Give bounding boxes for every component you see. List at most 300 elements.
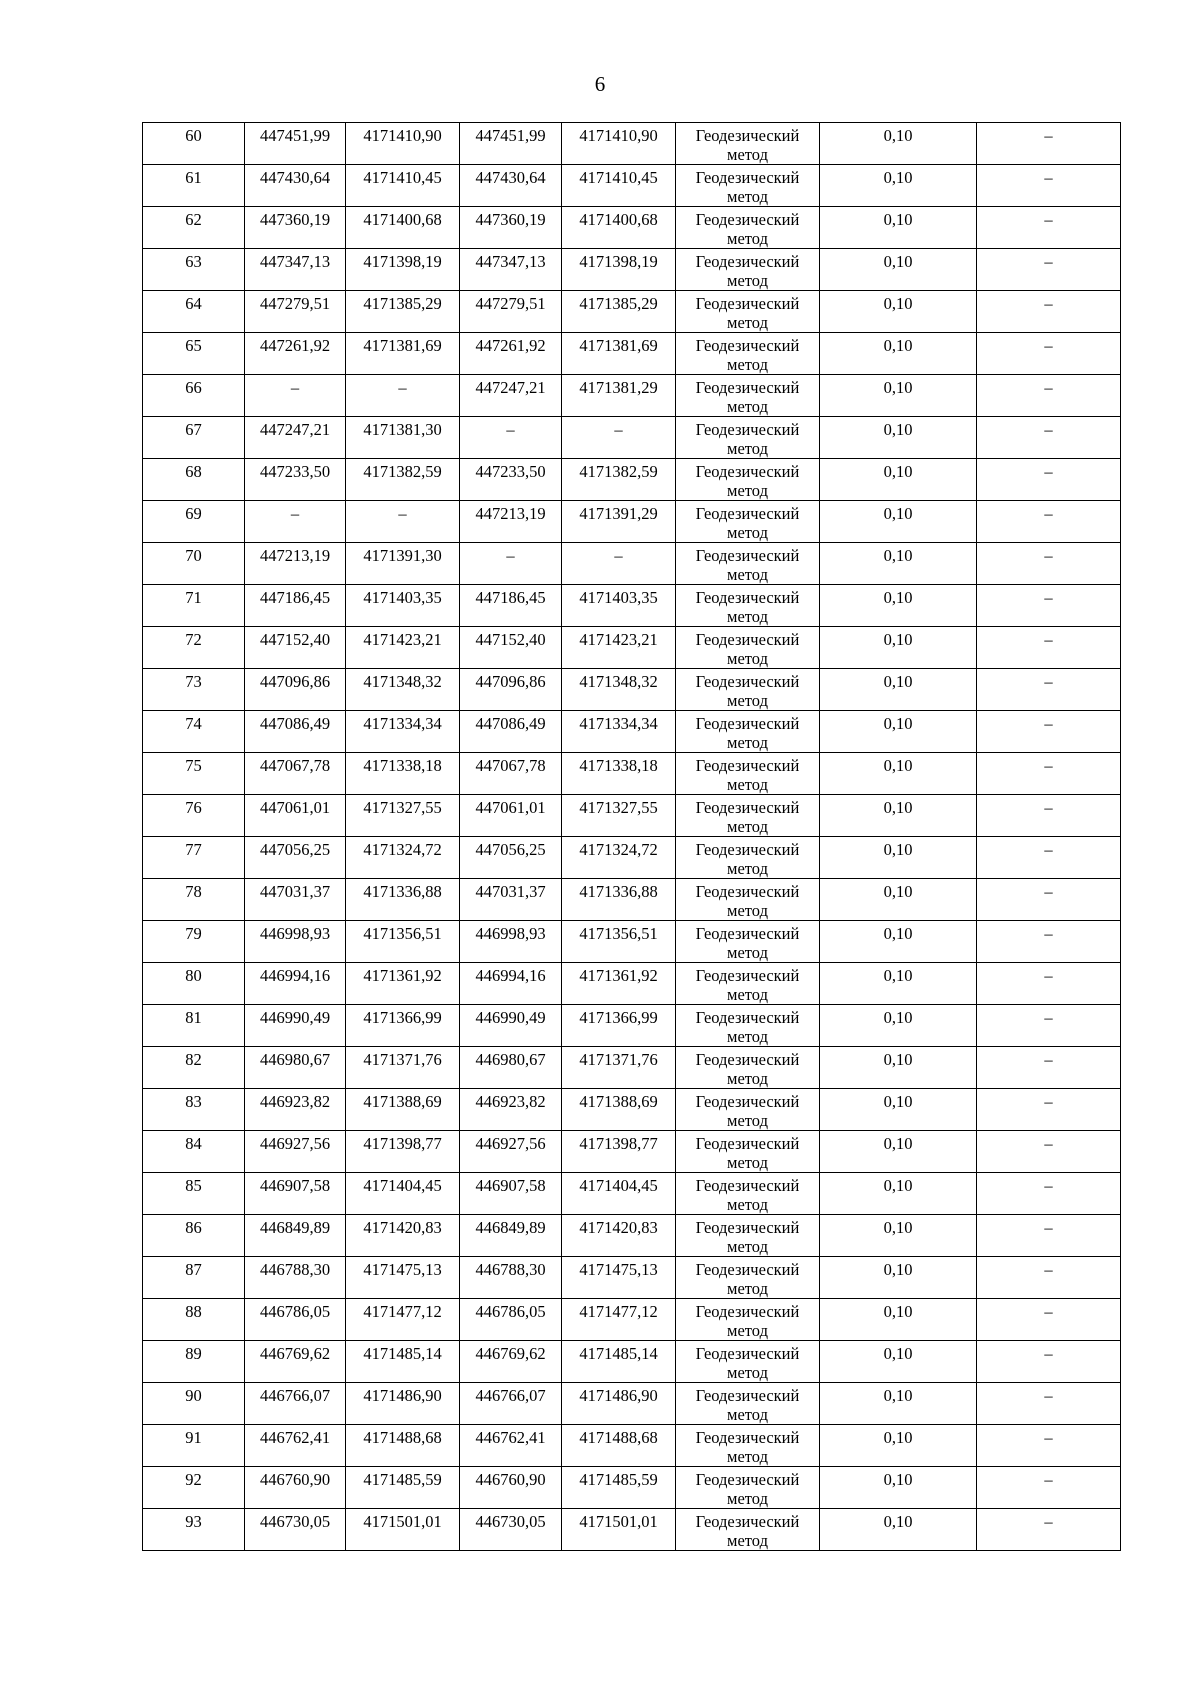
- table-row: [143, 921, 1121, 963]
- existing-y-cell: 4171324,72: [346, 837, 460, 879]
- accuracy-cell: 0,10: [820, 1299, 977, 1341]
- existing-y-cell: 4171477,12: [346, 1299, 460, 1341]
- new-x-cell: 446786,05: [460, 1299, 562, 1341]
- existing-y-cell: 4171381,30: [346, 417, 460, 459]
- point-number-cell: 72: [143, 627, 245, 669]
- existing-x-cell: 447430,64: [245, 165, 346, 207]
- table-row: [143, 753, 1121, 795]
- new-x-cell: 447186,45: [460, 585, 562, 627]
- point-number-cell: 71: [143, 585, 245, 627]
- note-cell: –: [977, 921, 1121, 963]
- new-y-cell: 4171420,83: [562, 1215, 676, 1257]
- table-row: [143, 1089, 1121, 1131]
- new-y-cell: 4171361,92: [562, 963, 676, 1005]
- accuracy-cell: 0,10: [820, 921, 977, 963]
- note-cell: –: [977, 837, 1121, 879]
- point-number-cell: 65: [143, 333, 245, 375]
- existing-x-cell: 447261,92: [245, 333, 346, 375]
- method-cell: Геодезический метод: [676, 207, 820, 249]
- accuracy-cell: 0,10: [820, 1131, 977, 1173]
- new-x-cell: 446994,16: [460, 963, 562, 1005]
- existing-x-cell: 446766,07: [245, 1383, 346, 1425]
- existing-y-cell: 4171336,88: [346, 879, 460, 921]
- table-row: [143, 711, 1121, 753]
- new-y-cell: 4171398,19: [562, 249, 676, 291]
- new-x-cell: –: [460, 417, 562, 459]
- new-x-cell: 446927,56: [460, 1131, 562, 1173]
- new-x-cell: 447247,21: [460, 375, 562, 417]
- method-cell: Геодезический метод: [676, 1509, 820, 1551]
- new-y-cell: 4171423,21: [562, 627, 676, 669]
- new-y-cell: 4171385,29: [562, 291, 676, 333]
- table-row: [143, 1299, 1121, 1341]
- existing-x-cell: 446923,82: [245, 1089, 346, 1131]
- point-number-cell: 64: [143, 291, 245, 333]
- existing-y-cell: 4171366,99: [346, 1005, 460, 1047]
- accuracy-cell: 0,10: [820, 1089, 977, 1131]
- point-number-cell: 85: [143, 1173, 245, 1215]
- method-cell: Геодезический метод: [676, 627, 820, 669]
- note-cell: –: [977, 1341, 1121, 1383]
- new-y-cell: 4171486,90: [562, 1383, 676, 1425]
- accuracy-cell: 0,10: [820, 1257, 977, 1299]
- existing-y-cell: 4171410,45: [346, 165, 460, 207]
- table-row: [143, 123, 1121, 165]
- existing-x-cell: 447247,21: [245, 417, 346, 459]
- accuracy-cell: 0,10: [820, 1383, 977, 1425]
- new-x-cell: 446766,07: [460, 1383, 562, 1425]
- new-y-cell: 4171398,77: [562, 1131, 676, 1173]
- point-number-cell: 86: [143, 1215, 245, 1257]
- method-cell: Геодезический метод: [676, 123, 820, 165]
- existing-y-cell: 4171488,68: [346, 1425, 460, 1467]
- existing-y-cell: 4171388,69: [346, 1089, 460, 1131]
- existing-y-cell: 4171327,55: [346, 795, 460, 837]
- note-cell: –: [977, 1089, 1121, 1131]
- point-number-cell: 68: [143, 459, 245, 501]
- accuracy-cell: 0,10: [820, 879, 977, 921]
- new-y-cell: 4171485,14: [562, 1341, 676, 1383]
- note-cell: –: [977, 165, 1121, 207]
- table-row: [143, 1425, 1121, 1467]
- existing-y-cell: 4171398,77: [346, 1131, 460, 1173]
- existing-y-cell: 4171485,14: [346, 1341, 460, 1383]
- table-row: [143, 459, 1121, 501]
- existing-y-cell: 4171423,21: [346, 627, 460, 669]
- accuracy-cell: 0,10: [820, 1173, 977, 1215]
- existing-y-cell: 4171398,19: [346, 249, 460, 291]
- table-row: [143, 585, 1121, 627]
- note-cell: –: [977, 795, 1121, 837]
- new-y-cell: 4171324,72: [562, 837, 676, 879]
- note-cell: –: [977, 627, 1121, 669]
- existing-y-cell: 4171348,32: [346, 669, 460, 711]
- table-row: [143, 543, 1121, 585]
- table-row: [143, 165, 1121, 207]
- method-cell: Геодезический метод: [676, 711, 820, 753]
- method-cell: Геодезический метод: [676, 879, 820, 921]
- accuracy-cell: 0,10: [820, 1425, 977, 1467]
- new-x-cell: 447067,78: [460, 753, 562, 795]
- table-body: [143, 123, 1121, 1551]
- note-cell: –: [977, 333, 1121, 375]
- point-number-cell: 88: [143, 1299, 245, 1341]
- page-number: 6: [594, 72, 606, 96]
- point-number-cell: 79: [143, 921, 245, 963]
- existing-y-cell: 4171404,45: [346, 1173, 460, 1215]
- coordinates-table: [142, 122, 1121, 1551]
- point-number-cell: 84: [143, 1131, 245, 1173]
- new-x-cell: 447360,19: [460, 207, 562, 249]
- existing-x-cell: 447186,45: [245, 585, 346, 627]
- accuracy-cell: 0,10: [820, 291, 977, 333]
- note-cell: –: [977, 1257, 1121, 1299]
- existing-x-cell: 446980,67: [245, 1047, 346, 1089]
- new-x-cell: 447213,19: [460, 501, 562, 543]
- method-cell: Геодезический метод: [676, 501, 820, 543]
- new-y-cell: –: [562, 417, 676, 459]
- note-cell: –: [977, 1383, 1121, 1425]
- accuracy-cell: 0,10: [820, 165, 977, 207]
- point-number-cell: 89: [143, 1341, 245, 1383]
- new-x-cell: 446769,62: [460, 1341, 562, 1383]
- table-row: [143, 627, 1121, 669]
- new-x-cell: –: [460, 543, 562, 585]
- method-cell: Геодезический метод: [676, 1215, 820, 1257]
- existing-x-cell: 447279,51: [245, 291, 346, 333]
- point-number-cell: 67: [143, 417, 245, 459]
- table-row: [143, 291, 1121, 333]
- new-y-cell: 4171334,34: [562, 711, 676, 753]
- method-cell: Геодезический метод: [676, 1005, 820, 1047]
- existing-y-cell: 4171501,01: [346, 1509, 460, 1551]
- accuracy-cell: 0,10: [820, 375, 977, 417]
- existing-y-cell: 4171356,51: [346, 921, 460, 963]
- note-cell: –: [977, 1131, 1121, 1173]
- method-cell: Геодезический метод: [676, 291, 820, 333]
- new-y-cell: 4171381,29: [562, 375, 676, 417]
- note-cell: –: [977, 963, 1121, 1005]
- new-y-cell: 4171327,55: [562, 795, 676, 837]
- new-y-cell: 4171404,45: [562, 1173, 676, 1215]
- table-row: [143, 963, 1121, 1005]
- method-cell: Геодезический метод: [676, 1047, 820, 1089]
- point-number-cell: 66: [143, 375, 245, 417]
- table-row: [143, 1509, 1121, 1551]
- new-x-cell: 447451,99: [460, 123, 562, 165]
- note-cell: –: [977, 291, 1121, 333]
- note-cell: –: [977, 1047, 1121, 1089]
- existing-y-cell: 4171338,18: [346, 753, 460, 795]
- note-cell: –: [977, 249, 1121, 291]
- existing-y-cell: 4171403,35: [346, 585, 460, 627]
- accuracy-cell: 0,10: [820, 417, 977, 459]
- point-number-cell: 60: [143, 123, 245, 165]
- accuracy-cell: 0,10: [820, 1509, 977, 1551]
- method-cell: Геодезический метод: [676, 1341, 820, 1383]
- new-y-cell: 4171400,68: [562, 207, 676, 249]
- existing-x-cell: 447067,78: [245, 753, 346, 795]
- accuracy-cell: 0,10: [820, 837, 977, 879]
- point-number-cell: 63: [143, 249, 245, 291]
- accuracy-cell: 0,10: [820, 459, 977, 501]
- table-row: [143, 1383, 1121, 1425]
- accuracy-cell: 0,10: [820, 1467, 977, 1509]
- existing-y-cell: 4171361,92: [346, 963, 460, 1005]
- accuracy-cell: 0,10: [820, 249, 977, 291]
- table-row: [143, 249, 1121, 291]
- method-cell: Геодезический метод: [676, 249, 820, 291]
- new-x-cell: 447233,50: [460, 459, 562, 501]
- table-row: [143, 1257, 1121, 1299]
- accuracy-cell: 0,10: [820, 1215, 977, 1257]
- table-row: [143, 375, 1121, 417]
- existing-x-cell: 446998,93: [245, 921, 346, 963]
- existing-y-cell: –: [346, 501, 460, 543]
- existing-y-cell: 4171382,59: [346, 459, 460, 501]
- point-number-cell: 91: [143, 1425, 245, 1467]
- accuracy-cell: 0,10: [820, 669, 977, 711]
- note-cell: –: [977, 375, 1121, 417]
- new-x-cell: 447347,13: [460, 249, 562, 291]
- note-cell: –: [977, 1215, 1121, 1257]
- new-y-cell: 4171501,01: [562, 1509, 676, 1551]
- new-x-cell: 446907,58: [460, 1173, 562, 1215]
- accuracy-cell: 0,10: [820, 1341, 977, 1383]
- existing-y-cell: 4171371,76: [346, 1047, 460, 1089]
- note-cell: –: [977, 585, 1121, 627]
- note-cell: –: [977, 1005, 1121, 1047]
- method-cell: Геодезический метод: [676, 753, 820, 795]
- table-row: [143, 501, 1121, 543]
- note-cell: –: [977, 1467, 1121, 1509]
- existing-x-cell: 446990,49: [245, 1005, 346, 1047]
- new-y-cell: 4171475,13: [562, 1257, 676, 1299]
- existing-x-cell: 447152,40: [245, 627, 346, 669]
- table-row: [143, 1173, 1121, 1215]
- existing-x-cell: 446849,89: [245, 1215, 346, 1257]
- existing-x-cell: 447031,37: [245, 879, 346, 921]
- method-cell: Геодезический метод: [676, 459, 820, 501]
- new-y-cell: 4171336,88: [562, 879, 676, 921]
- existing-x-cell: 447360,19: [245, 207, 346, 249]
- new-y-cell: 4171338,18: [562, 753, 676, 795]
- existing-y-cell: 4171475,13: [346, 1257, 460, 1299]
- method-cell: Геодезический метод: [676, 1131, 820, 1173]
- table-row: [143, 333, 1121, 375]
- existing-y-cell: 4171485,59: [346, 1467, 460, 1509]
- existing-x-cell: 446927,56: [245, 1131, 346, 1173]
- accuracy-cell: 0,10: [820, 753, 977, 795]
- point-number-cell: 87: [143, 1257, 245, 1299]
- existing-x-cell: 446762,41: [245, 1425, 346, 1467]
- point-number-cell: 75: [143, 753, 245, 795]
- existing-y-cell: 4171385,29: [346, 291, 460, 333]
- new-y-cell: 4171356,51: [562, 921, 676, 963]
- point-number-cell: 62: [143, 207, 245, 249]
- new-x-cell: 447031,37: [460, 879, 562, 921]
- existing-y-cell: 4171391,30: [346, 543, 460, 585]
- point-number-cell: 74: [143, 711, 245, 753]
- table-row: [143, 417, 1121, 459]
- new-x-cell: 447096,86: [460, 669, 562, 711]
- note-cell: –: [977, 459, 1121, 501]
- new-x-cell: 447279,51: [460, 291, 562, 333]
- accuracy-cell: 0,10: [820, 333, 977, 375]
- table-row: [143, 837, 1121, 879]
- new-x-cell: 446730,05: [460, 1509, 562, 1551]
- existing-y-cell: –: [346, 375, 460, 417]
- new-y-cell: 4171410,90: [562, 123, 676, 165]
- note-cell: –: [977, 501, 1121, 543]
- point-number-cell: 80: [143, 963, 245, 1005]
- new-y-cell: 4171391,29: [562, 501, 676, 543]
- existing-x-cell: 446769,62: [245, 1341, 346, 1383]
- method-cell: Геодезический метод: [676, 1089, 820, 1131]
- note-cell: –: [977, 1173, 1121, 1215]
- note-cell: –: [977, 879, 1121, 921]
- existing-x-cell: 446994,16: [245, 963, 346, 1005]
- note-cell: –: [977, 753, 1121, 795]
- new-x-cell: 447061,01: [460, 795, 562, 837]
- method-cell: Геодезический метод: [676, 1467, 820, 1509]
- existing-x-cell: 446730,05: [245, 1509, 346, 1551]
- point-number-cell: 70: [143, 543, 245, 585]
- point-number-cell: 93: [143, 1509, 245, 1551]
- new-x-cell: 447086,49: [460, 711, 562, 753]
- accuracy-cell: 0,10: [820, 627, 977, 669]
- existing-x-cell: 447061,01: [245, 795, 346, 837]
- existing-y-cell: 4171400,68: [346, 207, 460, 249]
- new-x-cell: 447261,92: [460, 333, 562, 375]
- accuracy-cell: 0,10: [820, 207, 977, 249]
- existing-x-cell: 446907,58: [245, 1173, 346, 1215]
- point-number-cell: 81: [143, 1005, 245, 1047]
- method-cell: Геодезический метод: [676, 417, 820, 459]
- new-y-cell: 4171371,76: [562, 1047, 676, 1089]
- method-cell: Геодезический метод: [676, 543, 820, 585]
- note-cell: –: [977, 417, 1121, 459]
- method-cell: Геодезический метод: [676, 921, 820, 963]
- new-x-cell: 446990,49: [460, 1005, 562, 1047]
- existing-x-cell: 446786,05: [245, 1299, 346, 1341]
- note-cell: –: [977, 1425, 1121, 1467]
- method-cell: Геодезический метод: [676, 375, 820, 417]
- point-number-cell: 92: [143, 1467, 245, 1509]
- accuracy-cell: 0,10: [820, 501, 977, 543]
- new-y-cell: 4171488,68: [562, 1425, 676, 1467]
- accuracy-cell: 0,10: [820, 1047, 977, 1089]
- new-x-cell: 446923,82: [460, 1089, 562, 1131]
- accuracy-cell: 0,10: [820, 585, 977, 627]
- point-number-cell: 77: [143, 837, 245, 879]
- new-y-cell: 4171410,45: [562, 165, 676, 207]
- new-x-cell: 446762,41: [460, 1425, 562, 1467]
- new-y-cell: 4171477,12: [562, 1299, 676, 1341]
- new-x-cell: 446849,89: [460, 1215, 562, 1257]
- table-row: [143, 1131, 1121, 1173]
- note-cell: –: [977, 1299, 1121, 1341]
- accuracy-cell: 0,10: [820, 123, 977, 165]
- existing-x-cell: 447096,86: [245, 669, 346, 711]
- existing-y-cell: 4171486,90: [346, 1383, 460, 1425]
- point-number-cell: 90: [143, 1383, 245, 1425]
- new-x-cell: 446760,90: [460, 1467, 562, 1509]
- new-x-cell: 447152,40: [460, 627, 562, 669]
- table-row: [143, 795, 1121, 837]
- new-y-cell: 4171348,32: [562, 669, 676, 711]
- existing-x-cell: 447086,49: [245, 711, 346, 753]
- existing-x-cell: 446760,90: [245, 1467, 346, 1509]
- table-row: [143, 1005, 1121, 1047]
- accuracy-cell: 0,10: [820, 543, 977, 585]
- point-number-cell: 78: [143, 879, 245, 921]
- note-cell: –: [977, 1509, 1121, 1551]
- existing-x-cell: 447347,13: [245, 249, 346, 291]
- existing-y-cell: 4171410,90: [346, 123, 460, 165]
- table-row: [143, 207, 1121, 249]
- point-number-cell: 73: [143, 669, 245, 711]
- note-cell: –: [977, 543, 1121, 585]
- existing-y-cell: 4171334,34: [346, 711, 460, 753]
- point-number-cell: 61: [143, 165, 245, 207]
- method-cell: Геодезический метод: [676, 333, 820, 375]
- point-number-cell: 76: [143, 795, 245, 837]
- accuracy-cell: 0,10: [820, 1005, 977, 1047]
- table-row: [143, 1467, 1121, 1509]
- point-number-cell: 69: [143, 501, 245, 543]
- table-row: [143, 1215, 1121, 1257]
- point-number-cell: 82: [143, 1047, 245, 1089]
- note-cell: –: [977, 207, 1121, 249]
- table-row: [143, 1047, 1121, 1089]
- new-y-cell: –: [562, 543, 676, 585]
- existing-x-cell: 446788,30: [245, 1257, 346, 1299]
- method-cell: Геодезический метод: [676, 165, 820, 207]
- method-cell: Геодезический метод: [676, 1173, 820, 1215]
- method-cell: Геодезический метод: [676, 669, 820, 711]
- note-cell: –: [977, 669, 1121, 711]
- note-cell: –: [977, 711, 1121, 753]
- existing-x-cell: 447056,25: [245, 837, 346, 879]
- method-cell: Геодезический метод: [676, 963, 820, 1005]
- point-number-cell: 83: [143, 1089, 245, 1131]
- method-cell: Геодезический метод: [676, 585, 820, 627]
- new-y-cell: 4171485,59: [562, 1467, 676, 1509]
- new-x-cell: 446788,30: [460, 1257, 562, 1299]
- method-cell: Геодезический метод: [676, 1383, 820, 1425]
- new-y-cell: 4171403,35: [562, 585, 676, 627]
- accuracy-cell: 0,10: [820, 963, 977, 1005]
- existing-y-cell: 4171381,69: [346, 333, 460, 375]
- new-y-cell: 4171388,69: [562, 1089, 676, 1131]
- table-row: [143, 879, 1121, 921]
- table-row: [143, 669, 1121, 711]
- existing-y-cell: 4171420,83: [346, 1215, 460, 1257]
- existing-x-cell: –: [245, 501, 346, 543]
- new-y-cell: 4171381,69: [562, 333, 676, 375]
- method-cell: Геодезический метод: [676, 1299, 820, 1341]
- new-x-cell: 446980,67: [460, 1047, 562, 1089]
- new-x-cell: 446998,93: [460, 921, 562, 963]
- method-cell: Геодезический метод: [676, 1425, 820, 1467]
- method-cell: Геодезический метод: [676, 795, 820, 837]
- existing-x-cell: –: [245, 375, 346, 417]
- existing-x-cell: 447451,99: [245, 123, 346, 165]
- accuracy-cell: 0,10: [820, 711, 977, 753]
- table-row: [143, 1341, 1121, 1383]
- new-x-cell: 447430,64: [460, 165, 562, 207]
